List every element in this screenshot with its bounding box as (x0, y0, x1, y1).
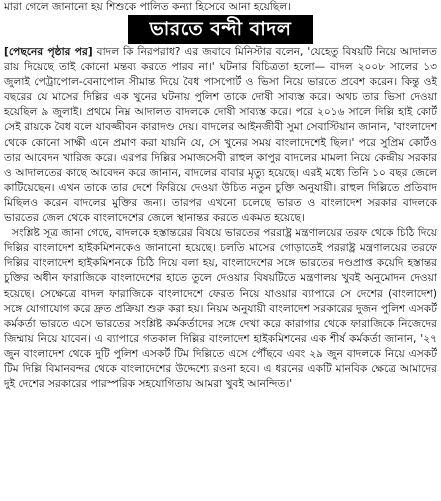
paragraph-1-text: বাদল কি নিরপরাধ? এর জবাবে মিনিস্টার বলেন, 'যেহেতু বিষয়টি নিয়ে আদালত রায় দিয়েছে তাই কোনো মন্তব্য করতে পারব না।' ঘটনার বিচিত্রতা হলো— বাদল ২০০৮ সালের ১৩ জুলাই পেট্রাপোল-বেনাপোল সীমান্ত দিয়ে বৈধ পাসপোর্ট ও ভিসা নিয়ে ভারতে প্রবেশ করেন। কিন্তু ওই বছরের যে মাসের দিল্লির এক খুনের ঘটনায় পুলিশ তাকে দোষী সাব্যস্ত করে। অথচ তার ভিসা দেওয়া হয়েছিল ৯ জুলাই। প্রথমে নিম্ন আদালত বাদলকে দোষী সাব্যস্ত করে। পরে ২০১৬ সালে দিল্লি হাই কোর্ট সেই রায়কে বৈধ বলে যাবজ্জীবন কারাদণ্ড দেয়। বাদলের আইনজীবী সুমা সেবাস্টিয়ান জানান, 'বাংলাদেশ থেকে কোনো সাক্ষী এনে প্রমাণ করা যায়নি যে, সে খুনের সময় বাংলাদেশেই ছিল।' পরে সুপ্রিম কোর্টও তার আবেদন খারিজ করে। এরপর দিল্লির সমাজসেবী রাহুল কাপুর বাদলের মামলা নিয়ে কেন্দ্রীয় সরকার ও আদালতের কাছে আবেদন করে জানান, বাদলের বাবার মৃত্যু হয়েছে। এরই মধ্যে তিনি ১০ বছর জেলে কাটিয়েছেন। এখন তাকে তার দেশে ফিরিয়ে দেওয়া উচিত নতুন চুক্তি অনুযায়ী। রাহুল দিল্লিতে প্রতিবাদ মিছিলও করেন বাদলের মুক্তির জন্য। তারপর এখনো চলেছে ভারত ও বাংলাদেশ সরকার বাদলকে ভারতের জেল থেকে বাংলাদেশের জেলে স্থানান্তর করতে একমত হয়েছে। (4, 46, 437, 225)
headline-banner (4, 15, 437, 45)
paragraph-1 (4, 45, 437, 226)
headline: ভারতে বন্দী বাদল (128, 15, 314, 44)
article-body (4, 45, 437, 392)
paragraph-2: সংশ্লিষ্ট সূত্র জানা গেছে, বাদলকে হস্তান্তরের বিষয়ে ভারতের পররাষ্ট্র মন্ত্রণালয়ের তরফ থেকে চিঠি দিয়ে দিল্লির বাংলাদেশ হাইকমিশনকেও জানানো হয়েছে। চলতি মাসের গোড়াতেই পররাষ্ট্র মন্ত্রণালয়ের তরফে দিল্লির বাংলাদেশ হাইকমিশনকে চিঠি দিয়ে বলা হয়, বাংলাদেশের সঙ্গে ভারতের দণ্ডপ্রাপ্ত কয়েদি হস্তান্তর চুক্তির অধীন ফারাজিকে বাংলাদেশের হাতে তুলে দেওয়ার বিষয়টিতে মন্ত্রণালয় খুবই অনুমোদন দেওয়া হয়েছে। সেক্ষেত্রে বাদল ফারাজিকে বাংলাদেশে ফেরত নিয়ে যাওয়ার ব্যাপারে সে দেশের (বাংলাদেশ) সঙ্গে যোগাযোগ করে দ্রুত প্রক্রিয়া শুরু করা হয়। নিয়ম অনুযায়ী বাংলাদেশ সরকারের দুজন পুলিশ এসকর্ট কর্মকর্তা ভারতে এসে ভারতের সংশ্লিষ্ট কর্মকর্তাদের সঙ্গে দেখা করে কারাগার থেকে ফারাজিকে নিজেদের জিম্মায় নিয়ে যাবেন। এ ব্যাপারে গতকাল দিল্লির বাংলাদেশ হাইকমিশনের এক শীর্ষ কর্মকর্তা জানান, '২৭ জুন বাংলাদেশ থেকে দুটি পুলিশ এসকর্ট টিম দিল্লিতে এসে পৌঁছবে এবং ২৯ জুন বাদলকে নিয়ে এসকর্ট টিম দিল্লি বিমানবন্দর থেকে বাংলাদেশের উদ্দেশ্যে রওনা হবে। এ ধরনের একটি মানবিক ক্ষেত্রে আমাদের দুই দেশের সরকারের পারস্পরিক সহযোগিতায় আমরা খুবই আনন্দিত।' (4, 227, 437, 391)
previous-article-ending: মারা গেলে জানানো হয় শিশুকে পালিত কন্যা হিসেবে আনা হয়েছিল। (4, 1, 292, 13)
continued-from-back-page-kicker: [পেছনের পৃষ্ঠার পর] (4, 46, 93, 58)
